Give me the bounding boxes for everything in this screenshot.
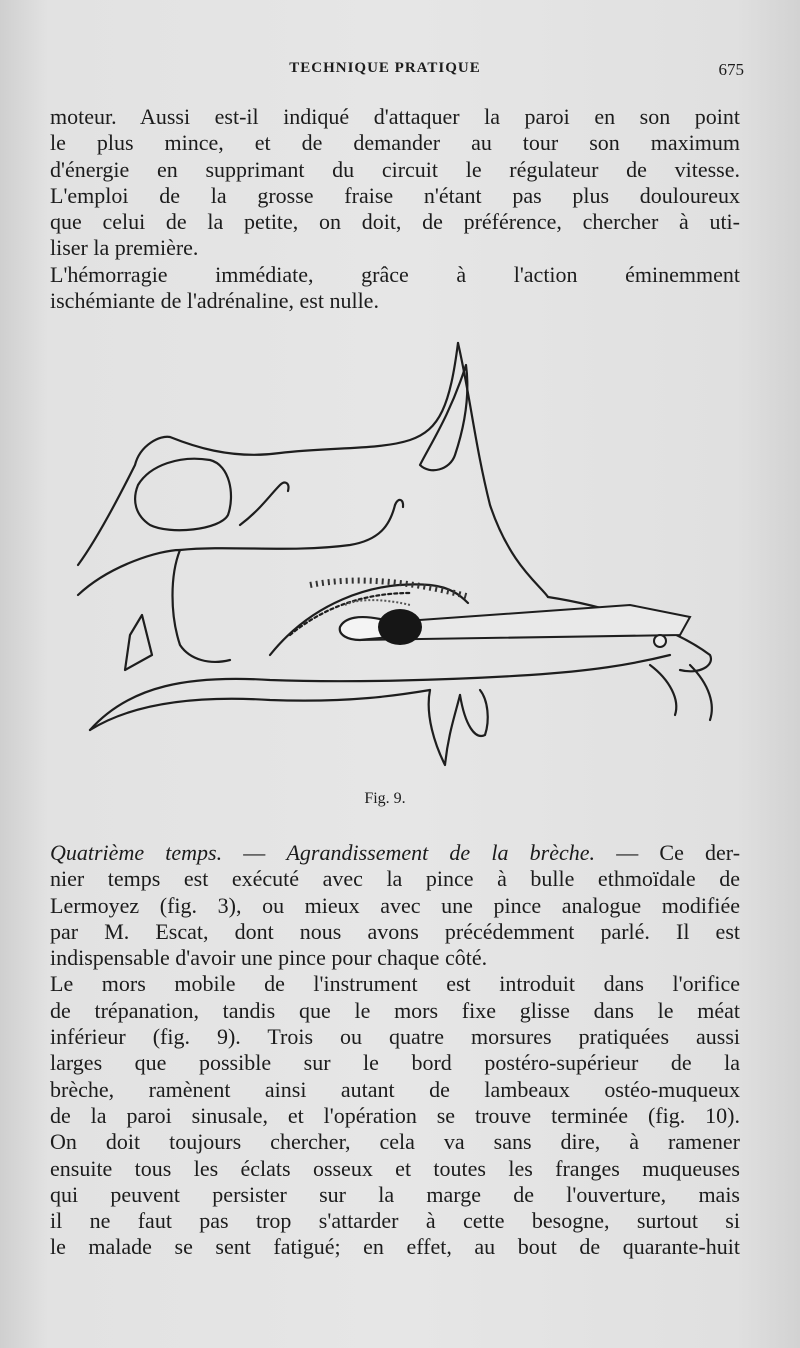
page-number: 675: [718, 60, 744, 79]
text-line: Le mors mobile de l'instrument est introduit dans l'orifice: [50, 971, 740, 997]
figure-caption: Fig. 9.: [364, 790, 406, 807]
heading-dash: —: [222, 840, 287, 865]
text-line: d'énergie en supprimant du circuit le régulateur de vitesse.: [50, 156, 740, 182]
text-line: le plus mince, et de demander au tour son maximum: [50, 130, 740, 156]
text-line: larges que possible sur le bord postéro-supérieur de la: [50, 1050, 740, 1076]
nasal-cavity-illustration: [70, 335, 730, 785]
tooth-outline: [429, 690, 460, 765]
text-line: de trépanation, tandis que le mors fixe glisse dans le méat: [50, 997, 740, 1023]
text-line: liser la première.: [50, 235, 199, 261]
text-line: par M. Escat, dont nous avons précédemment parlé. Il est: [50, 918, 740, 944]
text-line: Lermoyez (fig. 3), ou mieux avec une pince analogue modifiée: [50, 892, 740, 918]
text-line: que celui de la petite, on doit, de préférence, chercher à uti-: [50, 209, 740, 235]
top-paragraph: [50, 104, 740, 314]
text-line: inférieur (fig. 9). Trois ou quatre morsures pratiquées aussi: [50, 1024, 740, 1050]
section-heading-subtitle: Agrandissement de la brèche.: [286, 840, 596, 865]
sphenoid-sinus-outline: [135, 459, 231, 530]
text-line: moteur. Aussi est-il indiqué d'attaquer la paroi en son point: [50, 104, 740, 129]
text-line: nier temps est exécuté avec la pince à bulle ethmoïdale de: [50, 866, 740, 892]
text-line: qui peuvent persister sur la marge de l'ouverture, mais: [50, 1181, 740, 1207]
running-title: TECHNIQUE PRATIQUE: [289, 60, 481, 76]
middle-turbinate-outline: [180, 505, 395, 550]
nasal-bone-outline: [458, 343, 548, 597]
text-line: il ne faut pas trop s'attarder à cette besogne, surtout si: [50, 1208, 740, 1234]
trepanation-orifice: [378, 609, 422, 645]
section-heading-title: Quatrième temps.: [50, 840, 223, 865]
pterygoid-outline: [125, 615, 152, 670]
posterior-pharynx-outline: [78, 550, 230, 662]
text-line: L'emploi de la grosse fraise n'étant pas plus douloureux: [50, 182, 740, 208]
superior-turbinate-outline: [240, 483, 288, 525]
text-line: L'hémorragie immédiate, grâce à l'action éminemment: [50, 261, 740, 287]
hard-palate-outline: [90, 655, 670, 730]
text-line: On doit toujours chercher, cela va sans dire, à ramener: [50, 1129, 740, 1155]
turbinate-curl: [395, 500, 403, 507]
heading-rest: — Ce der-: [595, 840, 740, 865]
text-line: brèche, ramènent ainsi autant de lambeaux ostéo-muqueux: [50, 1076, 740, 1102]
nostril-inner-2: [690, 665, 712, 720]
text-line: ensuite tous les éclats osseux et toutes les franges muqueuses: [50, 1155, 740, 1181]
text-line: le malade se sent fatigué; en effet, au bout de quarante-huit: [50, 1234, 740, 1260]
nostril-inner: [650, 665, 676, 715]
running-header: [0, 60, 800, 84]
anatomical-figure: [70, 335, 730, 785]
text-line: de la paroi sinusale, et l'opération se trouve terminée (fig. 10).: [50, 1102, 740, 1128]
tooth-outline-2: [460, 690, 488, 736]
hard-palate-lower: [90, 690, 430, 730]
skull-base-outline: [78, 343, 458, 565]
text-line: indispensable d'avoir une pince pour chaque côté.: [50, 945, 488, 971]
forceps-screw: [654, 635, 666, 647]
section-paragraph: [50, 840, 740, 1261]
text-line: ischémiante de l'adrénaline, est nulle.: [50, 288, 379, 314]
section-heading-line: [50, 840, 740, 866]
frontal-sinus-outline: [420, 365, 467, 470]
